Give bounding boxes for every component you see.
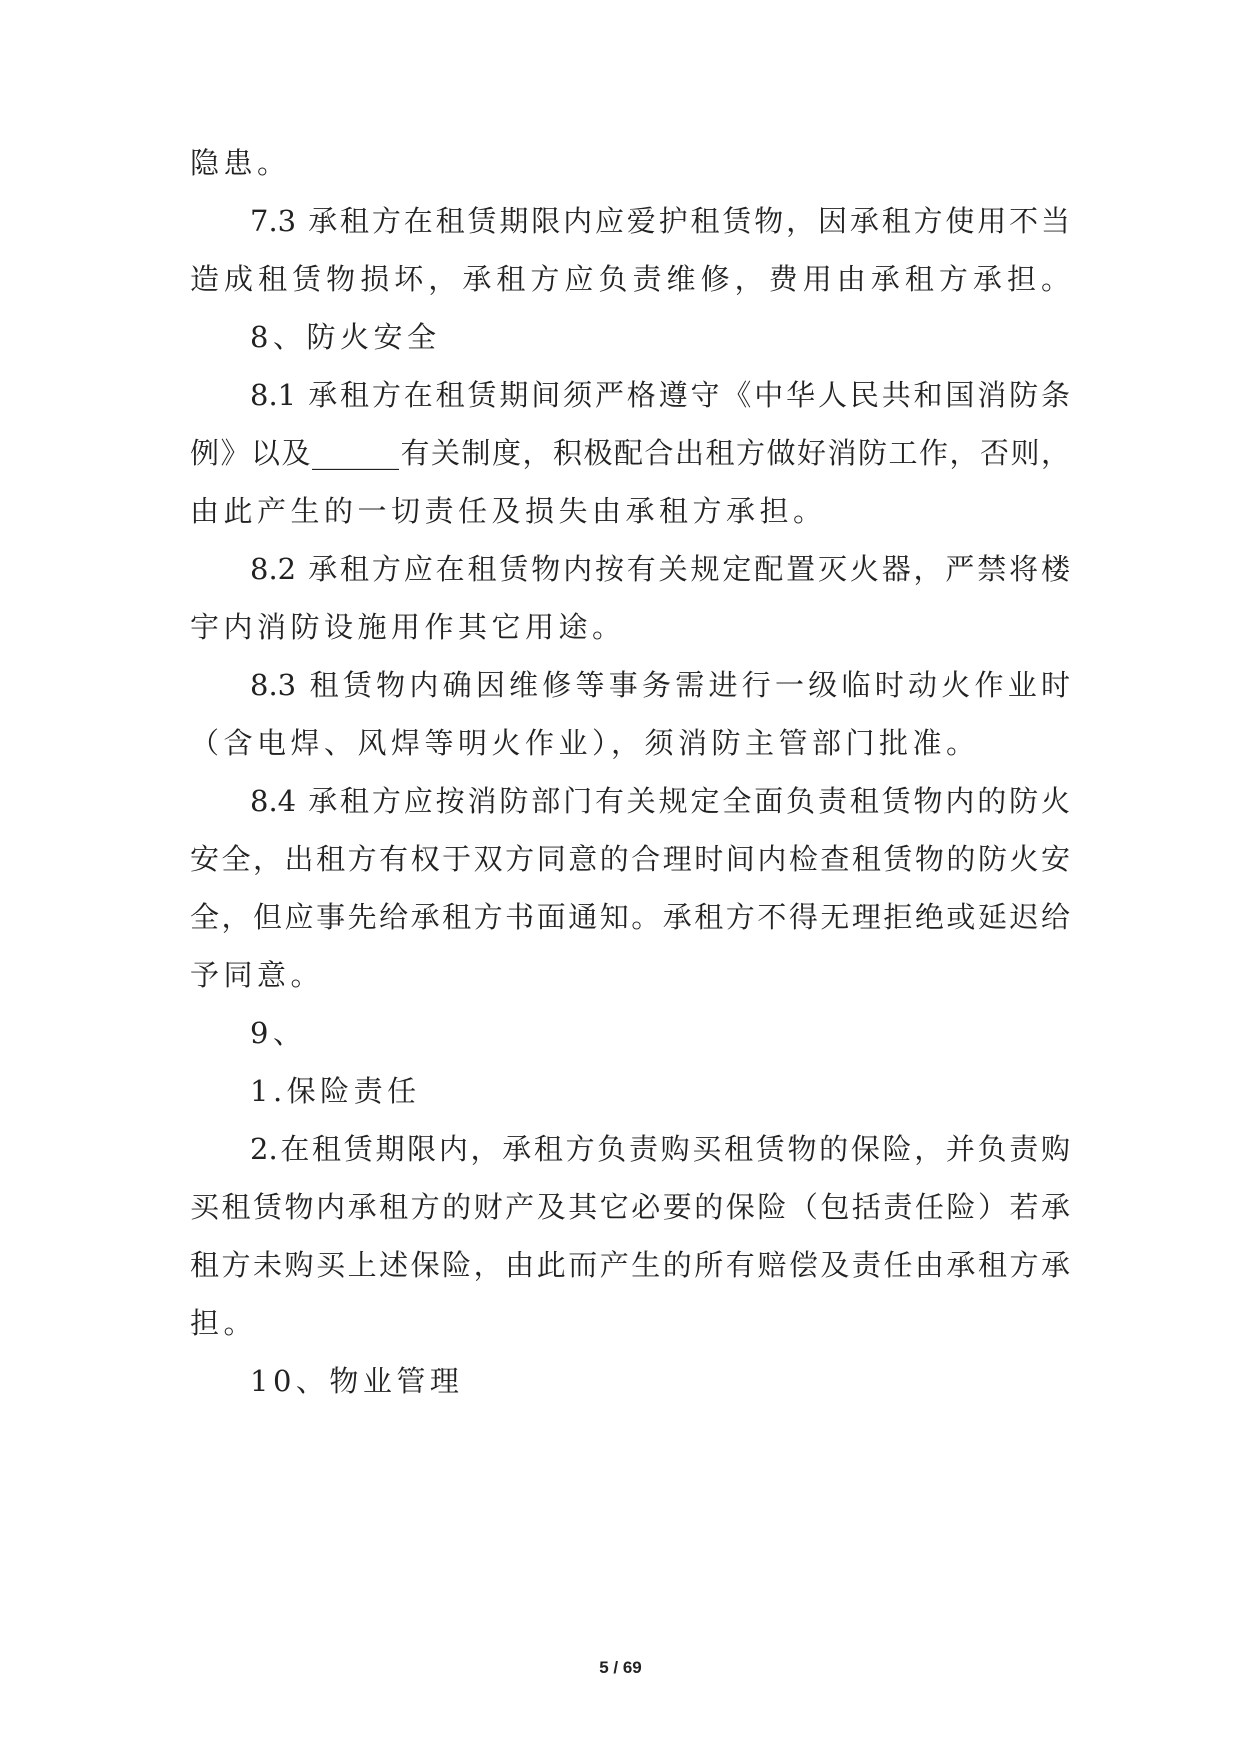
text-line: 例》以及______有关制度，积极配合出租方做好消防工作，否则， xyxy=(190,436,1070,470)
text-line: 隐患。 xyxy=(190,146,291,180)
page-number: 5 / 69 xyxy=(599,1658,642,1677)
text-line: 全，但应事先给承租方书面通知。承租方不得无理拒绝或延迟给 xyxy=(190,900,1070,934)
text-line: 8.4 承租方应按消防部门有关规定全面负责租赁物内的防火 xyxy=(250,784,1070,818)
text-line: 8.1 承租方在租赁期间须严格遵守《中华人民共和国消防条 xyxy=(250,378,1070,412)
text-line: 予同意。 xyxy=(190,958,325,992)
text-line: 8.2 承租方应在租赁物内按有关规定配置灭火器，严禁将楼 xyxy=(250,552,1070,586)
text-line: 7.3 承租方在租赁期限内应爱护租赁物，因承租方使用不当 xyxy=(250,204,1070,238)
text-line: 由此产生的一切责任及损失由承租方承担。 xyxy=(190,494,827,528)
text-line: 租方未购买上述保险，由此而产生的所有赔偿及责任由承租方承 xyxy=(190,1248,1070,1282)
text-line: 8.3 租赁物内确因维修等事务需进行一级临时动火作业时 xyxy=(250,668,1070,702)
text-line: 宇内消防设施用作其它用途。 xyxy=(190,610,626,644)
section-heading: 8、防火安全 xyxy=(250,320,441,354)
text-line: 2.在租赁期限内，承租方负责购买租赁物的保险，并负责购 xyxy=(250,1132,1070,1166)
text-line: 造成租赁物损坏，承租方应负责维修，费用由承租方承担。 xyxy=(190,262,1070,296)
text-line: 买租赁物内承租方的财产及其它必要的保险（包括责任险）若承 xyxy=(190,1190,1070,1224)
section-heading: 10、物业管理 xyxy=(250,1364,464,1398)
text-line: 安全，出租方有权于双方同意的合理时间内检查租赁物的防火安 xyxy=(190,842,1070,876)
text-line: （含电焊、风焊等明火作业），须消防主管部门批准。 xyxy=(190,726,980,760)
text-line: 担。 xyxy=(190,1306,258,1340)
section-heading: 9、 xyxy=(250,1016,307,1050)
subsection-heading: 1.保险责任 xyxy=(250,1074,421,1108)
